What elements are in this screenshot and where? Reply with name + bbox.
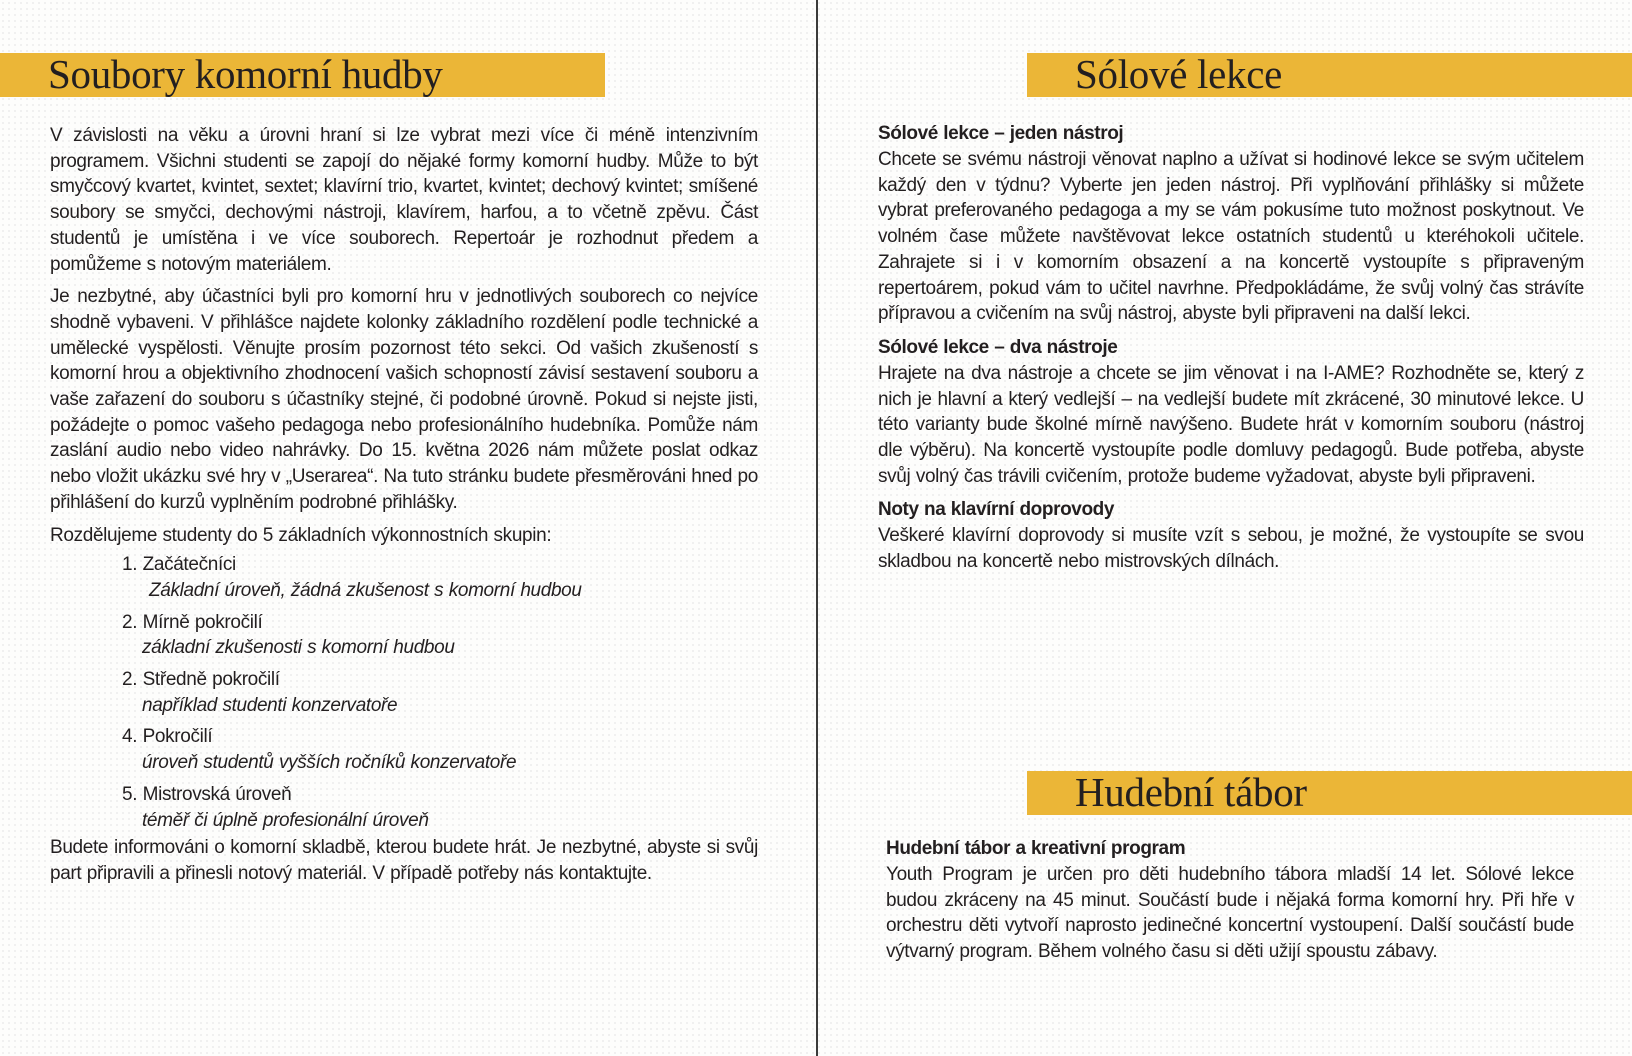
chamber-music-content xyxy=(50,123,758,894)
group-label: Začátečníci xyxy=(142,554,236,576)
group-label: Pokročilí xyxy=(142,726,213,748)
solo-one-instrument-section xyxy=(878,121,1584,327)
section-title-chamber-music: Soubory komorní hudby xyxy=(48,51,443,97)
section-header-band-chamber-music xyxy=(0,53,605,97)
subsection-heading: Sólové lekce – dva nástroje xyxy=(878,336,1118,358)
solo-two-instruments-section xyxy=(878,335,1584,490)
groups-intro: Rozdělujeme studenty do 5 základních výkonnostních skupin: xyxy=(50,524,552,546)
group-description: téměř či úplně profesionální úroveň xyxy=(142,809,429,831)
section-title-solo-lessons: Sólové lekce xyxy=(1075,51,1283,97)
group-description: například studenti konzervatoře xyxy=(142,694,398,716)
group-number: 2. xyxy=(122,611,138,633)
group-name xyxy=(122,782,758,808)
music-camp-content xyxy=(886,836,1574,972)
subsection-heading: Noty na klavírní doprovody xyxy=(878,499,1115,521)
group-description: úroveň studentů vyšších ročníků konzervatoře xyxy=(142,752,517,774)
section-header-band-solo-lessons xyxy=(1027,53,1632,97)
group-number: 2. xyxy=(122,669,138,691)
group-name xyxy=(122,667,758,693)
group-number: 1. xyxy=(122,554,138,576)
group-item xyxy=(122,782,758,833)
performance-groups-list xyxy=(50,552,758,833)
group-label: Středně pokročilí xyxy=(142,669,280,691)
group-item xyxy=(122,667,758,718)
group-number: 4. xyxy=(122,726,138,748)
group-name xyxy=(122,552,758,578)
solo-lessons-content xyxy=(878,121,1584,583)
group-description: základní zkušenosti s komorní hudbou xyxy=(142,637,455,659)
subsection-heading: Hudební tábor a kreativní program xyxy=(886,838,1186,859)
intro-paragraph: V závislosti na věku a úrovni hraní si lze vybrat mezi více či méně intenzivním programem. Všichni studenti se zapojí do nějaké formy komorní hudby. Může to být smyčcový kvartet, kvintet, sextet; klavírní trio, kvartet, kvintet; dechový kvintet; smíšené soubory se smyčci, dechovými nástroji, klavírem, harfou, a to včetně zpěvu. Část studentů je umístěna i ve více souborech. Repertoár je rozhodnut předem a pomůžeme s notovým materiálem. xyxy=(50,125,758,275)
group-item xyxy=(122,724,758,775)
section-title-music-camp: Hudební tábor xyxy=(1075,769,1307,815)
piano-accompaniment-section xyxy=(878,497,1584,574)
group-name xyxy=(122,724,758,750)
subsection-text: Veškeré klavírní doprovody si musíte vzít s sebou, je možné, že vystoupíte se svou skladbou na koncertě nebo mistrovských dílnách. xyxy=(878,525,1584,573)
page-divider xyxy=(816,0,818,1056)
group-item xyxy=(122,610,758,661)
subsection-heading: Sólové lekce – jeden nástroj xyxy=(878,123,1124,144)
group-description: Základní úroveň, žádná zkušenost s komorní hudbou xyxy=(149,579,582,601)
group-number: 5. xyxy=(122,783,138,805)
subsection-text: Chcete se svému nástroji věnovat naplno a užívat si hodinové lekce se svým učitelem každý den v týdnu? Vyberte jen jeden nástroj. Při vyplňování přihlášky si můžete vybrat preferovaného pedagoga a my se vám pokusíme tuto možnost poskytnout. Ve volném čase můžete navštěvovat lekce ostatních studentů u kteréhokoli učitele. Zahrajete si i v komorním obsazení a na koncertě vystoupíte s připraveným repertoárem, pokud vám to učitel navrhne. Předpokládáme, že svůj volný čas strávíte přípravou a cvičením na svůj nástroj, abyste byli připraveni na další lekci. xyxy=(878,149,1584,325)
section-header-band-music-camp xyxy=(1027,771,1632,815)
subsection-text: Youth Program je určen pro děti hudebního tábora mladší 14 let. Sólové lekce budou zkráceny na 45 minut. Součástí bude i nějaká forma komorní hry. Při hře v orchestru děti vytvoří naprosto jedinečné koncertní vystoupení. Další součástí bude výtvarný program. Během volného času si děti užijí spoustu zábavy. xyxy=(886,864,1574,963)
requirements-paragraph: Je nezbytné, aby účastníci byli pro komorní hru v jednotlivých souborech co nejvíce shodně vybaveni. V přihlášce najdete kolonky základního rozdělení podle technické a umělecké vyspělosti. Věnujte prosím pozornost této sekci. Od vašich zkušeností s komorní hrou a objektivního zhodnocení vašich schopností závisí sestavení souboru a vaše zařazení do souboru s účastníky stejné, či podobné úrovně. Pokud si nejste jisti, požádejte o pomoc vašeho pedagoga nebo profesionálního hudebníka. Pomůže nám zaslání audio nebo video nahrávky. Do 15. května 2026 nám můžete poslat odkaz nebo vložit ukázku své hry v „Userarea“. Na tuto stránku budete přesměrováni hned po přihlášení do kurzů vyplněním podrobné přihlášky. xyxy=(50,286,758,513)
group-name xyxy=(122,610,758,636)
group-label: Mistrovská úroveň xyxy=(142,783,292,805)
subsection-text: Hrajete na dva nástroje a chcete se jim věnovat i na I-AME? Rozhodněte se, který z nich je hlavní a který vedlejší – na vedlejší budete mít zkrácené, 30 minutové lekce. U této varianty bude školné mírně navýšeno. Budete hrát v komorním souboru (nástroj dle výběru). Na koncertě vystoupíte podle domluvy pedagogů. Bude potřeba, abyste svůj volný čas trávili cvičením, protože budeme vyžadovat, abyste byli připraveni. xyxy=(878,362,1584,487)
group-item xyxy=(122,552,758,603)
group-label: Mírně pokročilí xyxy=(142,611,263,633)
closing-paragraph: Budete informováni o komorní skladbě, kterou budete hrát. Je nezbytné, abyste si svůj part připravili a přinesli notový materiál. V případě potřeby nás kontaktujte. xyxy=(50,837,758,884)
